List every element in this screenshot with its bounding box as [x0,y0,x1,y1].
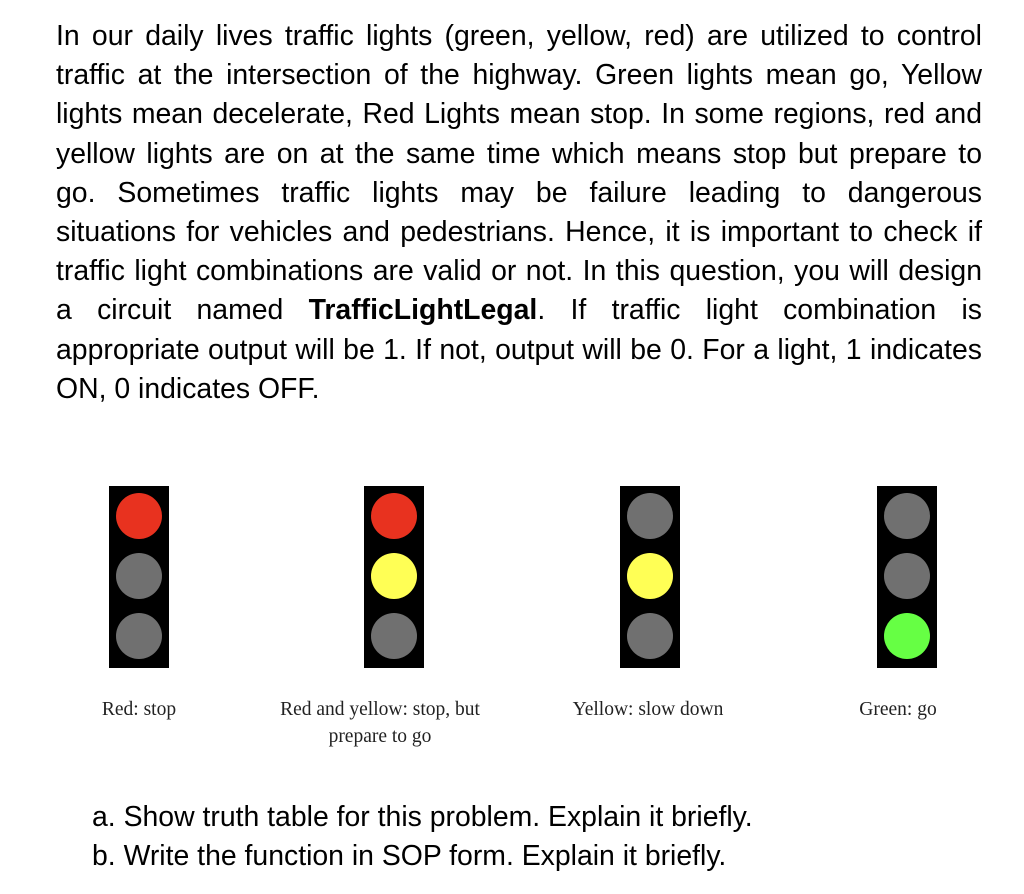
caption-red: Red: stop [101,699,177,720]
lamp-middle [371,553,417,599]
question-b: b. Write the function in SOP form. Explain it briefly. [92,840,727,873]
lamp-middle [627,553,673,599]
lamp-middle [116,553,162,599]
lamp-top [627,493,673,539]
traffic-light-green [877,486,937,668]
lamp-top [116,493,162,539]
problem-description [56,17,982,409]
question-a: a. Show truth table for this problem. Explain it briefly. [92,801,753,833]
lamp-bottom [627,613,673,659]
caption-yellow: Yellow: slow down [572,699,724,720]
intro-text-before: In our daily lives traffic lights (green, yellow, red) are utilized to control traffic at the intersection of the highway. Green lights mean go, Yellow lights mean decelerate, Red Lights mean stop. In some regions, red and yellow lights are on at the same time which means stop but prepare to go. Sometimes traffic lights may be failure leading to dangerous situations for vehicles and pedestrians. Hence, it is important to check if traffic light combinations are valid or not. In this question, you will design a circuit named [56,20,982,327]
lamp-top [884,493,930,539]
intro-text-after: . If traffic light combination is appropriate output will be 1. If not, output will be 0. For a light, 1 indicates ON, 0 indicates OFF. [56,294,982,405]
question-list [92,798,753,876]
traffic-light-red-yellow [364,486,424,668]
lamp-bottom [116,613,162,659]
traffic-light-red [109,486,169,668]
lamp-bottom [884,613,930,659]
circuit-name: TrafficLightLegal [308,294,538,327]
traffic-light-figure [0,486,1024,756]
caption-green: Green: go [859,699,937,720]
lamp-bottom [371,613,417,659]
lamp-middle [884,553,930,599]
traffic-light-yellow [620,486,680,668]
lamp-top [371,493,417,539]
caption-red-yellow: Red and yellow: stop, but prepare to go [280,699,480,747]
